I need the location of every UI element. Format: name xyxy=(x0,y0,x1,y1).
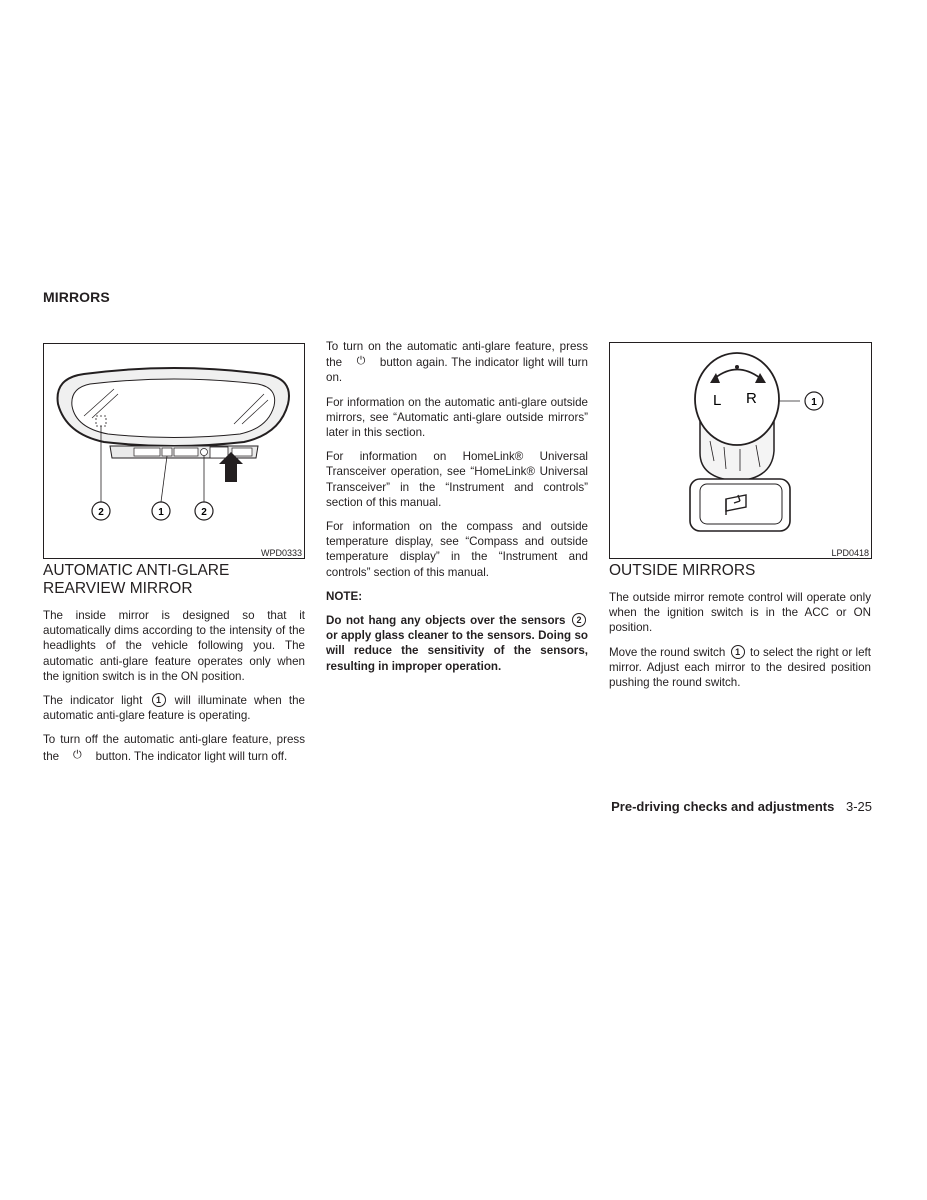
page-footer xyxy=(611,799,872,814)
heading-line-1: AUTOMATIC ANTI-GLARE xyxy=(43,562,230,579)
section-title: MIRRORS xyxy=(43,289,110,305)
note-label: NOTE: xyxy=(326,589,363,603)
mirror-control-illustration xyxy=(610,343,871,558)
note-text xyxy=(326,613,588,674)
callout-1-round-switch: 1 xyxy=(811,397,817,408)
paragraph xyxy=(43,732,305,763)
paragraph xyxy=(326,339,588,386)
paragraph: For information on HomeLink® Universal Transceiver operation, see “HomeLink® Universal Transceiver” in the “Instrument and controls” section of this manual. xyxy=(326,450,588,509)
text: to select the right or left mirror. Adjust each mirror to the desired position pushing the round switch. xyxy=(609,645,871,690)
column-3 xyxy=(609,562,871,699)
page-number: 3-25 xyxy=(845,799,872,814)
column-2 xyxy=(326,339,588,683)
rearview-mirror-illustration xyxy=(44,344,304,558)
callout-2-inline: 2 xyxy=(572,613,586,627)
heading-line-2: REARVIEW MIRROR xyxy=(43,580,193,597)
paragraph: The inside mirror is designed so that it automatically dims according to the intensity of the headlights of the vehicle following you. The automatic anti-glare feature operates only when the ignition switch is in the ON position. xyxy=(43,609,305,683)
power-icon: ⏻ xyxy=(356,355,366,368)
footer-section: Pre-driving checks and adjustments xyxy=(611,799,835,814)
power-icon: ⏻ xyxy=(73,748,82,761)
paragraph: For information on the compass and outside temperature display, see “Compass and outside temperature display” in the “Instrument and controls” section of this manual. xyxy=(326,520,588,579)
text: button again. The indicator light will turn on. xyxy=(326,356,588,385)
callout-2-right: 2 xyxy=(201,507,207,518)
callout-2-left: 2 xyxy=(98,507,104,518)
text: The indicator light xyxy=(43,694,143,708)
paragraph xyxy=(609,645,871,691)
callout-1-inline: 1 xyxy=(152,693,166,707)
text: To turn off the automatic anti-glare feature, press the xyxy=(43,733,305,763)
text: Move the round switch xyxy=(609,645,726,659)
callout-1-inline: 1 xyxy=(731,645,745,659)
figure-id: WPD0333 xyxy=(260,548,302,558)
text: To turn on the automatic anti-glare feature, press the xyxy=(326,340,588,370)
callout-1: 1 xyxy=(158,507,164,518)
figure-id: LPD0418 xyxy=(831,548,869,558)
text: or apply glass cleaner to the sensors. Doing so will reduce the sensitivity of the sensors, resulting in improper operation. xyxy=(326,629,588,673)
left-letter: L xyxy=(713,392,722,409)
rearview-mirror-figure xyxy=(43,343,305,559)
column-1 xyxy=(43,562,305,773)
paragraph: The outside mirror remote control will operate only when the ignition switch is in the ACC or ON position. xyxy=(609,591,871,635)
paragraph: For information on the automatic anti-glare outside mirrors, see “Automatic anti-glare outside mirrors” later in this section. xyxy=(326,395,588,440)
text: button. The indicator light will turn off. xyxy=(95,749,288,763)
power-button-shape xyxy=(210,447,228,458)
text: will illuminate when the automatic anti-glare feature is operating. xyxy=(43,694,306,723)
text: Do not hang any objects over the sensors xyxy=(326,614,566,628)
right-letter: R xyxy=(746,390,757,407)
paragraph xyxy=(43,693,305,723)
mirror-control-figure xyxy=(609,342,872,559)
heading-anti-glare xyxy=(43,562,305,598)
heading-outside-mirrors: OUTSIDE MIRRORS xyxy=(609,562,756,579)
